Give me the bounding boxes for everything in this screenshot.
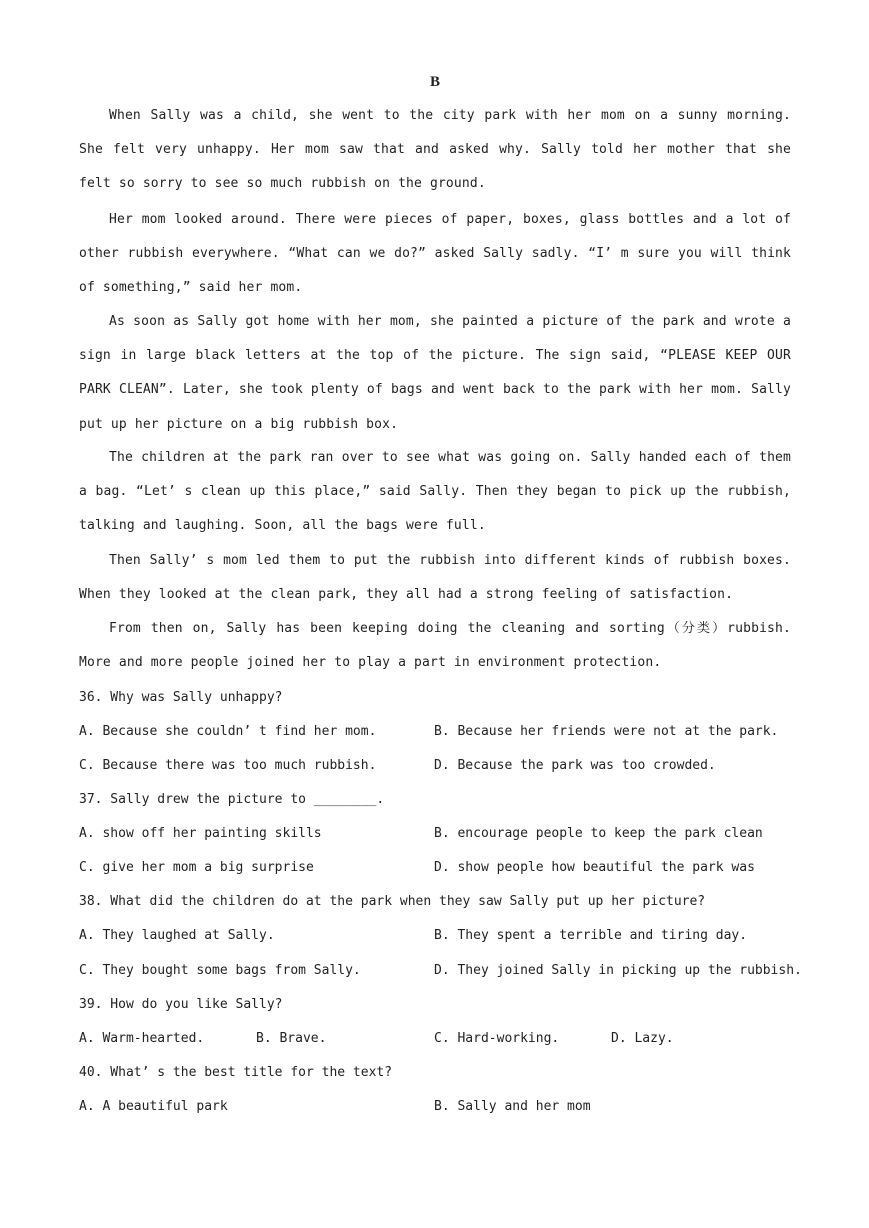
paragraph-2: Her mom looked around. There were pieces of paper, boxes, glass bottles and a lot of other rubbish everywhere. “What can we do?” asked Sally sadly. “I’ m sure you will think of something,” said her mom. — [79, 212, 791, 296]
question-37-stem: 37. Sally drew the picture to ________. — [79, 792, 385, 807]
paragraph-1: When Sally was a child, she went to the city park with her mom on a sunny morning. She felt very unhappy. Her mom saw that and asked why. Sally told her mother that she felt so sorry to see so much rubbish on the ground. — [79, 108, 791, 192]
question-40-option-a[interactable]: A. A beautiful park — [79, 1099, 228, 1114]
question-36-option-a[interactable]: A. Because she couldn’ t find her mom. — [79, 724, 377, 739]
question-39-option-d[interactable]: D. Lazy. — [611, 1031, 674, 1046]
question-38-option-d[interactable]: D. They joined Sally in picking up the rubbish. — [434, 963, 802, 978]
question-40-stem: 40. What’ s the best title for the text? — [79, 1065, 393, 1080]
question-39-stem: 39. How do you like Sally? — [79, 997, 283, 1012]
paragraph-4: The children at the park ran over to see what was going on. Sally handed each of them a bag. “Let’ s clean up this place,” said Sally. Then they began to pick up the rubbish, talking and laughing. Soon, all the bags were full. — [79, 450, 791, 534]
paragraph-3: As soon as Sally got home with her mom, she painted a picture of the park and wrote a sign in large black letters at the top of the picture. The sign said, “PLEASE KEEP OUR PARK CLEAN”. Later, she took plenty of bags and went back to the park with her mom. Sally put up her picture on a big rubbish box. — [79, 314, 791, 432]
question-39-option-c[interactable]: C. Hard-working. — [434, 1031, 560, 1046]
question-36-option-b[interactable]: B. Because her friends were not at the park. — [434, 724, 779, 739]
question-38-option-a[interactable]: A. They laughed at Sally. — [79, 928, 275, 943]
question-39-option-a[interactable]: A. Warm-hearted. — [79, 1031, 205, 1046]
question-37-option-b[interactable]: B. encourage people to keep the park clean — [434, 826, 763, 841]
question-36-stem: 36. Why was Sally unhappy? — [79, 690, 283, 705]
question-36-option-d[interactable]: D. Because the park was too crowded. — [434, 758, 716, 773]
question-37-option-a[interactable]: A. show off her painting skills — [79, 826, 322, 841]
question-40-option-b[interactable]: B. Sally and her mom — [434, 1099, 591, 1114]
section-heading: B — [429, 74, 440, 90]
question-37-option-c[interactable]: C. give her mom a big surprise — [79, 860, 314, 875]
question-36-option-c[interactable]: C. Because there was too much rubbish. — [79, 758, 377, 773]
question-38-option-c[interactable]: C. They bought some bags from Sally. — [79, 963, 361, 978]
question-39-option-b[interactable]: B. Brave. — [256, 1031, 327, 1046]
question-38-option-b[interactable]: B. They spent a terrible and tiring day. — [434, 928, 748, 943]
question-38-stem: 38. What did the children do at the park when they saw Sally put up her picture? — [79, 894, 706, 909]
paragraph-6: From then on, Sally has been keeping doing the cleaning and sorting（分类）rubbish. More and more people joined her to play a part in environment protection. — [79, 621, 791, 671]
question-37-option-d[interactable]: D. show people how beautiful the park was — [434, 860, 755, 875]
paragraph-5: Then Sally’ s mom led them to put the rubbish into different kinds of rubbish boxes. When they looked at the clean park, they all had a strong feeling of satisfaction. — [79, 553, 791, 603]
